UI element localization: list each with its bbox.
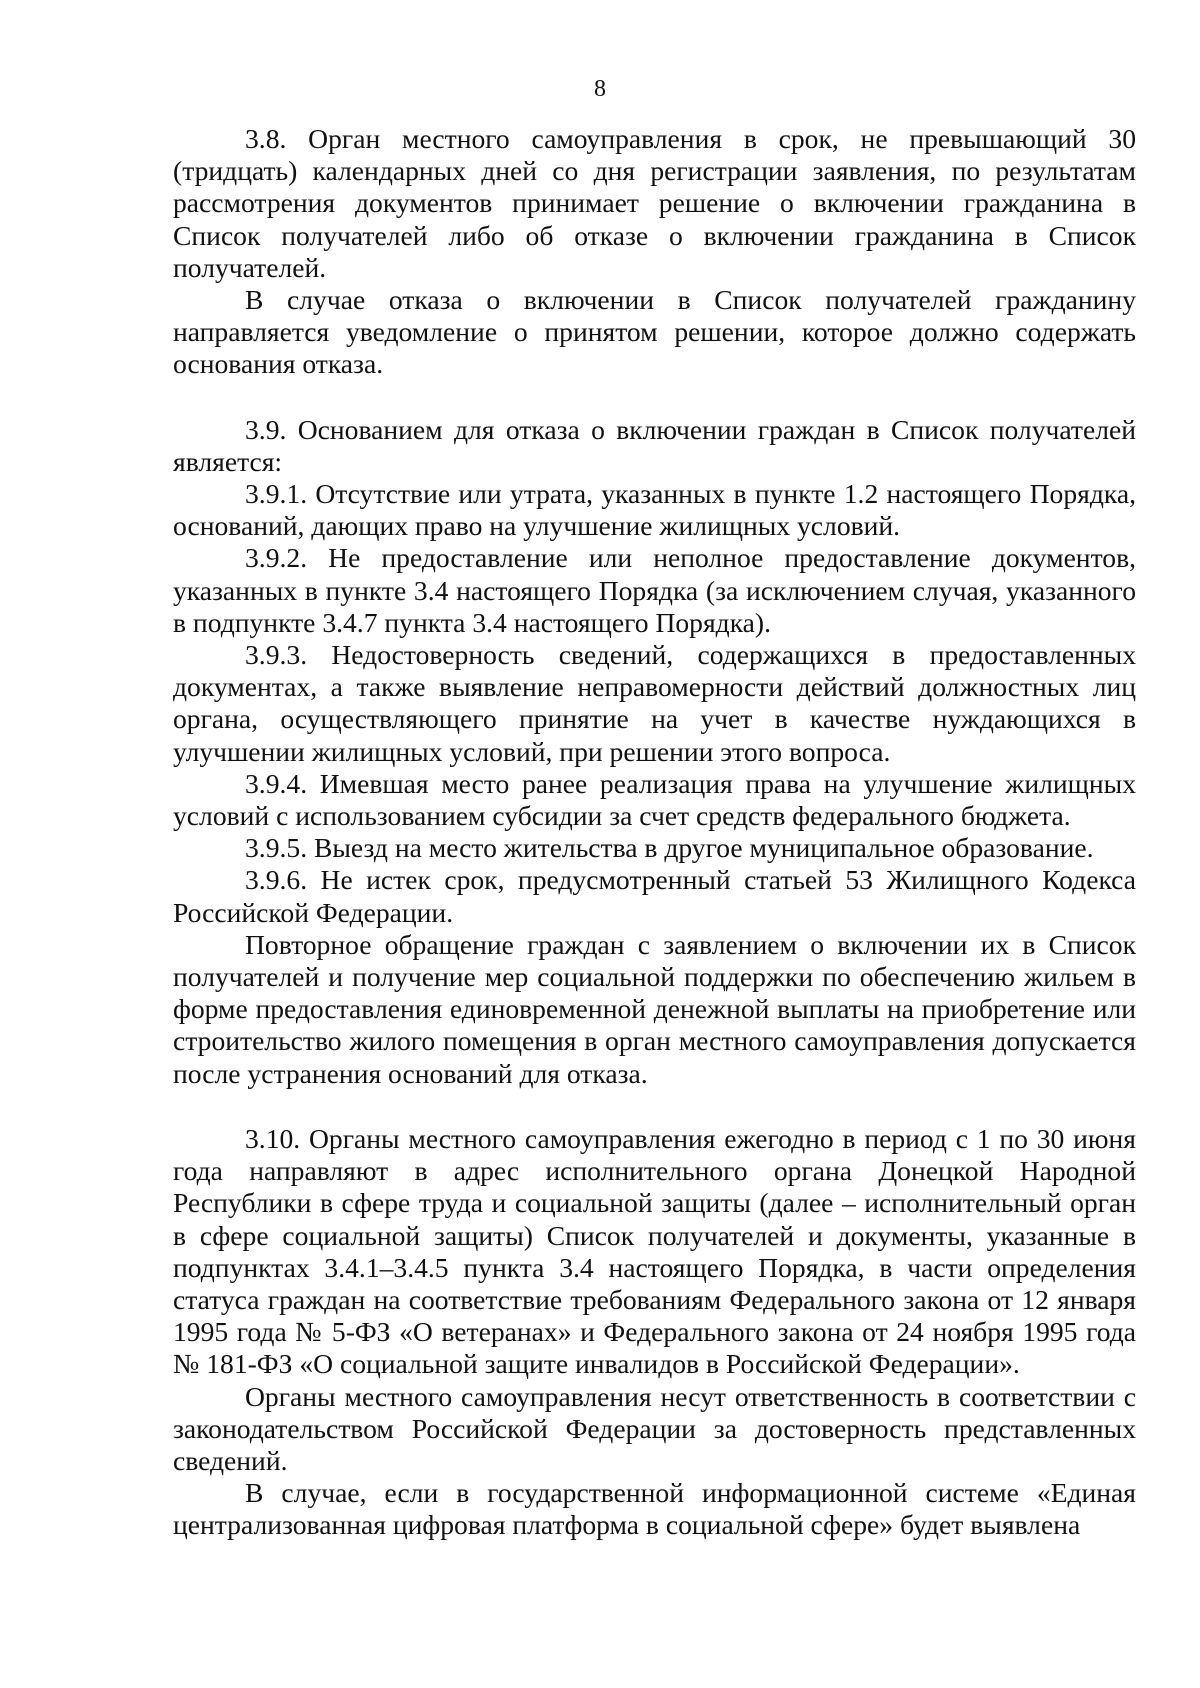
page-number: 8 — [594, 76, 606, 102]
paragraph-refusal-notice: В случае отказа о включении в Список получателей гражданину направляется уведомление о принятом решении, которое должно содержать основания отказа. — [173, 284, 1136, 380]
paragraph-3-9: 3.9. Основанием для отказа о включении граждан в Список получателей является: — [173, 413, 1136, 477]
paragraph-3-9-1: 3.9.1. Отсутствие или утрата, указанных в пункте 1.2 настоящего Порядка, оснований, дающих право на улучшение жилищных условий. — [173, 478, 1136, 542]
paragraph-3-9-4: 3.9.4. Имевшая место ранее реализация права на улучшение жилищных условий с использованием субсидии за счет средств федерального бюджета. — [173, 767, 1136, 832]
paragraph-3-9-5: 3.9.5. Выезд на место жительства в другое муниципальное образование. — [245, 832, 1094, 864]
paragraph-responsibility: Органы местного самоуправления несут ответственность в соответствии с законодательством Российской Федерации за достоверность представленных сведений. — [173, 1380, 1136, 1476]
paragraph-3-10: 3.10. Органы местного самоуправления ежегодно в период с 1 по 30 июня года направляют в адрес исполнительного органа Донецкой Народной Республики в сфере труда и социальной защиты (далее – исполнительный орган в сфере социальной защиты) Список получателей и документы, указанные в подпунктах 3.4.1–3.4.5 пункта 3.4 настоящего Порядка, в части определения статуса граждан на соответствие требованиям Федерального закона от 12 января 1995 года № 5-ФЗ «О ветеранах» и Федерального закона от 24 ноября 1995 года № 181-ФЗ «О социальной защите инвалидов в Российской Федерации». — [173, 1122, 1136, 1380]
document-body — [173, 123, 1136, 1542]
paragraph-3-9-2: 3.9.2. Не предоставление или неполное предоставление документов, указанных в пункте 3.4 настоящего Порядка (за исключением случая, указанного в подпункте 3.4.7 пункта 3.4 настоящего Порядка). — [173, 542, 1136, 638]
paragraph-3-9-6: 3.9.6. Не истек срок, предусмотренный статьей 53 Жилищного Кодекса Российской Федерации. — [173, 864, 1136, 928]
paragraph-egisso-case: В случае, если в государственной информационной системе «Единая централизованная цифровая платформа в социальной сфере» будет выявлена — [173, 1477, 1136, 1541]
paragraph-repeat-application: Повторное обращение граждан с заявлением о включении их в Список получателей и получение мер социальной поддержки по обеспечению жильем в форме предоставления единовременной денежной выплаты на приобретение или строительство жилого помещения в орган местного самоуправления допускается после устранения оснований для отказа. — [173, 928, 1136, 1089]
paragraph-3-9-3: 3.9.3. Недостоверность сведений, содержащихся в предоставленных документах, а также выявление неправомерности действий должностных лиц органа, осуществляющего принятие на учет в качестве нуждающихся в улучшении жилищных условий, при решении этого вопроса. — [173, 639, 1136, 767]
paragraph-3-8: 3.8. Орган местного самоуправления в срок, не превышающий 30 (тридцать) календарных дней со дня регистрации заявления, по результатам рассмотрения документов принимает решение о включении гражданина в Список получателей либо об отказе о включении гражданина в Список получателей. — [173, 123, 1136, 283]
